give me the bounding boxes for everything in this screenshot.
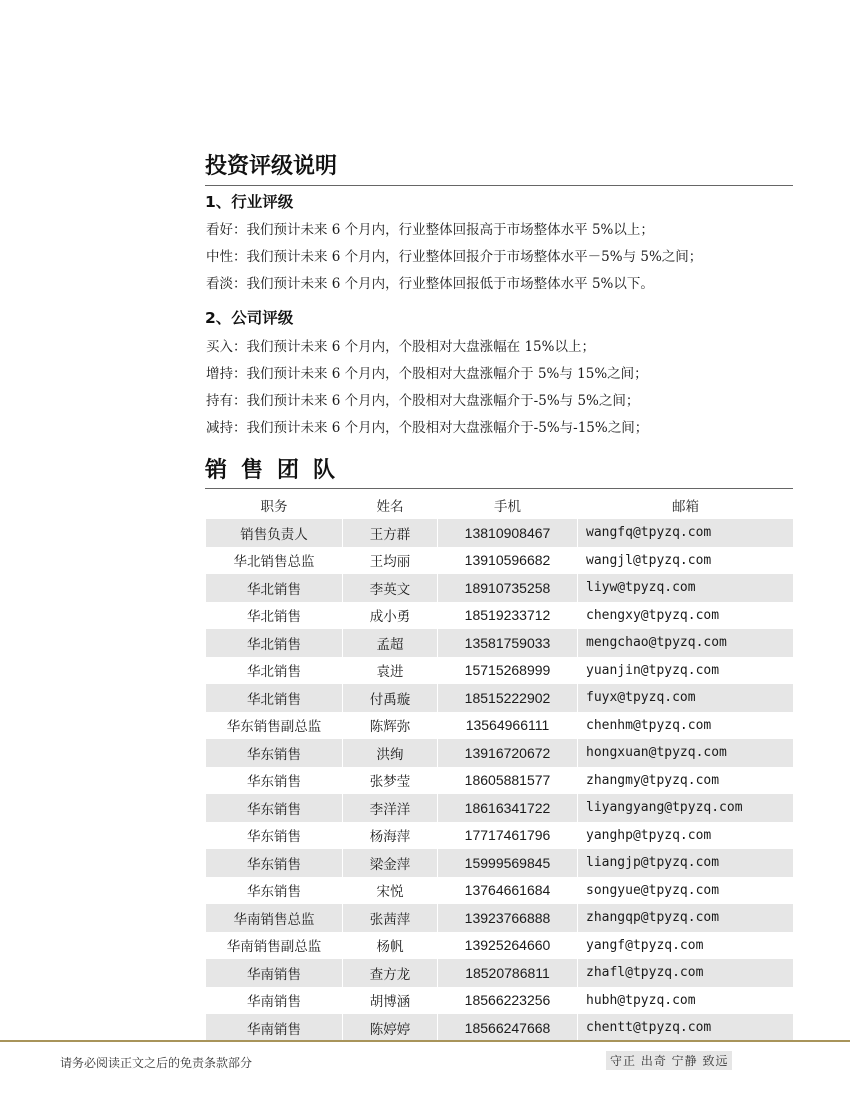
position-cell: 销售负责人 [206,519,343,547]
table-row [206,767,794,795]
phone-cell: 18519233712 [438,602,578,630]
email-cell[interactable]: yanghp@tpyzq.com [578,822,794,850]
phone-cell: 18616341722 [438,794,578,822]
sales-team-title: 销售团队 [205,456,793,489]
position-cell: 华东销售副总监 [206,712,343,740]
position-cell: 华南销售 [206,987,343,1015]
email-cell[interactable]: liangjp@tpyzq.com [578,849,794,877]
email-cell[interactable]: hubh@tpyzq.com [578,987,794,1015]
company-rating-list [206,334,648,442]
table-row [206,629,794,657]
position-cell: 华东销售 [206,849,343,877]
company-rating-item: 买入：我们预计未来 6 个月内，个股相对大盘涨幅在 15%以上； [206,339,595,355]
phone-cell: 13581759033 [438,629,578,657]
sales-team-body [206,519,794,1042]
table-row [206,739,794,767]
name-cell: 王均丽 [343,547,438,575]
table-row [206,519,794,547]
position-cell: 华北销售 [206,574,343,602]
table-row [206,849,794,877]
email-cell[interactable]: yuanjin@tpyzq.com [578,657,794,685]
position-cell: 华南销售 [206,1014,343,1042]
name-cell: 陈婷婷 [343,1014,438,1042]
name-cell: 杨帆 [343,932,438,960]
footer-divider [0,1040,850,1042]
table-row [206,602,794,630]
table-row [206,932,794,960]
email-cell[interactable]: liyangyang@tpyzq.com [578,794,794,822]
footer-disclaimer: 请务必阅读正文之后的免责条款部分 [60,1056,253,1070]
phone-cell: 13810908467 [438,519,578,547]
table-row [206,959,794,987]
name-cell: 孟超 [343,629,438,657]
name-cell: 张茜萍 [343,904,438,932]
table-header-row [206,490,794,519]
name-cell: 胡博涵 [343,987,438,1015]
phone-cell: 18520786811 [438,959,578,987]
company-rating-item: 减持：我们预计未来 6 个月内，个股相对大盘涨幅介于-5%与-15%之间； [206,420,649,436]
position-cell: 华南销售总监 [206,904,343,932]
position-cell: 华东销售 [206,767,343,795]
phone-cell: 18566247668 [438,1014,578,1042]
column-header-name: 姓名 [376,498,404,515]
industry-rating-heading: 1、行业评级 [205,193,294,211]
column-header-phone: 手机 [494,498,521,515]
table-row [206,547,794,575]
email-cell[interactable]: chentt@tpyzq.com [578,1014,794,1042]
position-cell: 华南销售 [206,959,343,987]
table-row [206,987,794,1015]
phone-cell: 18605881577 [438,767,578,795]
email-cell[interactable]: fuyx@tpyzq.com [578,684,794,712]
column-header-email: 邮箱 [672,498,699,515]
table-row [206,684,794,712]
table-row [206,904,794,932]
email-cell[interactable]: mengchao@tpyzq.com [578,629,794,657]
industry-rating-list [206,217,702,298]
table-row [206,657,794,685]
email-cell[interactable]: chenhm@tpyzq.com [578,712,794,740]
industry-rating-item: 看好：我们预计未来 6 个月内，行业整体回报高于市场整体水平 5%以上； [206,222,654,238]
email-cell[interactable]: zhangqp@tpyzq.com [578,904,794,932]
email-cell[interactable]: wangfq@tpyzq.com [578,519,794,547]
name-cell: 宋悦 [343,877,438,905]
position-cell: 华北销售总监 [206,547,343,575]
email-cell[interactable]: liyw@tpyzq.com [578,574,794,602]
table-row [206,1014,794,1042]
footer-motto: 守正 出奇 宁静 致远 [606,1051,732,1070]
phone-cell: 15999569845 [438,849,578,877]
phone-cell: 13564966111 [438,712,578,740]
company-rating-heading: 2、公司评级 [205,309,294,327]
email-cell[interactable]: songyue@tpyzq.com [578,877,794,905]
table-row [206,877,794,905]
name-cell: 成小勇 [343,602,438,630]
table-row [206,822,794,850]
company-rating-item: 增持：我们预计未来 6 个月内，个股相对大盘涨幅介于 5%与 15%之间； [206,366,648,382]
position-cell: 华东销售 [206,739,343,767]
name-cell: 杨海萍 [343,822,438,850]
company-rating-item: 持有：我们预计未来 6 个月内，个股相对大盘涨幅介于-5%与 5%之间； [206,393,640,409]
phone-cell: 13764661684 [438,877,578,905]
table-row [206,574,794,602]
sales-team-table [205,490,794,1042]
name-cell: 梁金萍 [343,849,438,877]
name-cell: 李洋洋 [343,794,438,822]
column-header-position: 职务 [260,498,288,515]
email-cell[interactable]: wangjl@tpyzq.com [578,547,794,575]
position-cell: 华北销售 [206,657,343,685]
phone-cell: 15715268999 [438,657,578,685]
industry-rating-item: 看淡：我们预计未来 6 个月内，行业整体回报低于市场整体水平 5%以下。 [206,276,654,292]
position-cell: 华东销售 [206,822,343,850]
name-cell: 查方龙 [343,959,438,987]
table-row [206,712,794,740]
position-cell: 华东销售 [206,877,343,905]
name-cell: 洪绚 [343,739,438,767]
email-cell[interactable]: zhafl@tpyzq.com [578,959,794,987]
email-cell[interactable]: zhangmy@tpyzq.com [578,767,794,795]
name-cell: 张梦莹 [343,767,438,795]
phone-cell: 18515222902 [438,684,578,712]
name-cell: 付禹璇 [343,684,438,712]
email-cell[interactable]: hongxuan@tpyzq.com [578,739,794,767]
position-cell: 华北销售 [206,629,343,657]
phone-cell: 13916720672 [438,739,578,767]
phone-cell: 13910596682 [438,547,578,575]
name-cell: 陈辉弥 [343,712,438,740]
phone-cell: 18910735258 [438,574,578,602]
name-cell: 李英文 [343,574,438,602]
phone-cell: 17717461796 [438,822,578,850]
position-cell: 华北销售 [206,602,343,630]
rating-section-title: 投资评级说明 [205,152,793,186]
email-cell[interactable]: chengxy@tpyzq.com [578,602,794,630]
phone-cell: 13925264660 [438,932,578,960]
email-cell[interactable]: yangf@tpyzq.com [578,932,794,960]
position-cell: 华北销售 [206,684,343,712]
name-cell: 王方群 [343,519,438,547]
table-row [206,794,794,822]
phone-cell: 13923766888 [438,904,578,932]
industry-rating-item: 中性：我们预计未来 6 个月内，行业整体回报介于市场整体水平－5%与 5%之间； [206,249,703,265]
phone-cell: 18566223256 [438,987,578,1015]
position-cell: 华南销售副总监 [206,932,343,960]
position-cell: 华东销售 [206,794,343,822]
name-cell: 袁进 [343,657,438,685]
